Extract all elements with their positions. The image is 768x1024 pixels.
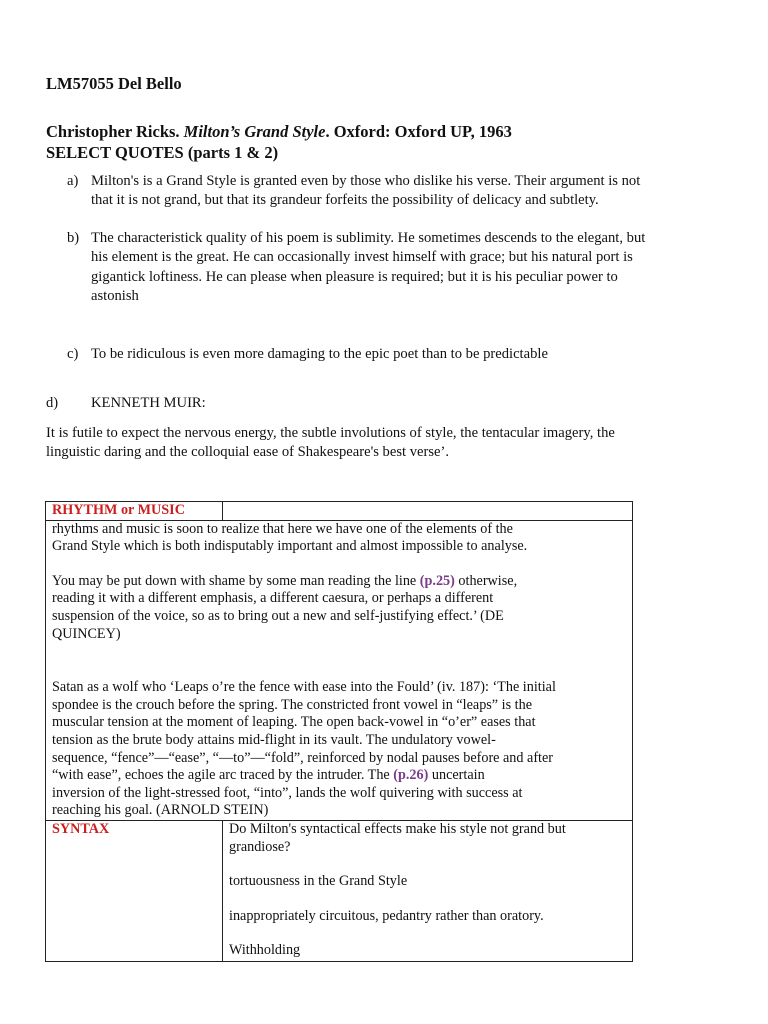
- quote-b-text: [91, 229, 721, 307]
- rhythm-quote-line: “with ease”, echoes the agile arc traced by the intruder. The (p.26) uncertain: [52, 767, 485, 784]
- notes-table: [45, 501, 633, 962]
- rhythm-body-cell: [46, 520, 633, 820]
- page-ref-25: (p.25): [419, 572, 455, 589]
- rhythm-text-line: muscular tension at the moment of leaping. The open back-vowel in “o’er” eases that: [52, 714, 536, 731]
- rhythm-text-line: Satan as a wolf who ‘Leaps o’re the fence with ease into the Fould’ (iv. 187): ‘The initial: [52, 679, 556, 696]
- syntax-text-line: Withholding: [229, 942, 301, 959]
- rhythm-quote-line: You may be put down with shame by some man reading the line (p.25) otherwise,: [52, 572, 518, 589]
- quote-b-label: b): [67, 230, 80, 246]
- rhythm-heading-empty-cell: [223, 502, 633, 521]
- syntax-heading-cell: [46, 820, 223, 961]
- rhythm-text-line: tension as the brute body attains mid-flight in its vault. The undulatory vowel-: [52, 731, 496, 748]
- citation-line: [46, 122, 512, 142]
- rhythm-text-line: rhythms and music is soon to realize that here we have one of the elements of the: [52, 520, 513, 537]
- document-subtitle: SELECT QUOTES (parts 1 & 2): [46, 143, 279, 162]
- rhythm-text-line: Grand Style which is both indisputably important and almost impossible to analyse.: [52, 538, 528, 555]
- rhythm-text-line: inversion of the light-stressed foot, “into”, lands the wolf quivering with success at: [52, 784, 523, 801]
- quote-b-line: gigantick loftiness. He can please when pleasure is required; but it is his peculiar power to: [91, 268, 618, 285]
- quote-a-text: [91, 172, 721, 211]
- rhythm-text-line: suspension of the voice, so as to bring out a new and self-justifying effect.’ (DE: [52, 607, 504, 624]
- syntax-body-cell: [223, 820, 633, 961]
- rhythm-text-line: reading it with a different emphasis, a different caesura, or perhaps a different: [52, 590, 494, 607]
- rhythm-text-line: spondee is the crouch before the spring. The constricted front vowel in “leaps” is the: [52, 696, 532, 713]
- course-code: LM57055 Del Bello: [46, 74, 182, 93]
- muir-quote-line: linguistic daring and the colloquial ease of Shakespeare's best verse’.: [46, 444, 450, 461]
- quote-a-label: a): [67, 173, 79, 189]
- syntax-text-line: inappropriately circuitous, pedantry rather than oratory.: [229, 907, 544, 924]
- syntax-row: [46, 820, 633, 961]
- quote-d-label: d): [46, 395, 59, 411]
- citation-publisher: . Oxford: Oxford UP, 1963: [325, 122, 512, 141]
- rhythm-heading-cell: [46, 502, 223, 521]
- quote-c-label: c): [67, 346, 79, 362]
- muir-quote-line: It is futile to expect the nervous energy, the subtle involutions of style, the tentacular imagery, the: [46, 425, 615, 441]
- rhythm-text-line: QUINCEY): [52, 625, 121, 642]
- rhythm-heading: RHYTHM or MUSIC: [52, 502, 185, 518]
- syntax-text-line: Do Milton's syntactical effects make his style not grand but: [229, 820, 566, 837]
- quote-a-line: that it is not grand, but that its grandeur forfeits the possibility of delicacy and subtlety.: [91, 192, 599, 209]
- syntax-text-line: grandiose?: [229, 838, 291, 855]
- rhythm-text-line: sequence, “fence”—“ease”, “—to”—“fold”, reinforced by nodal pauses before and after: [52, 749, 554, 766]
- quote-d-text: KENNETH MUIR:: [91, 395, 206, 411]
- quote-b-line: his element is the great. He can occasionally invest himself with grace; but his natural port is: [91, 249, 633, 266]
- quote-b-line: The characteristick quality of his poem is sublimity. He sometimes descends to the elegant, but: [91, 230, 646, 246]
- rhythm-heading-row: [46, 502, 633, 521]
- syntax-heading: SYNTAX: [52, 820, 110, 837]
- rhythm-body-row: [46, 520, 633, 820]
- quote-c-text: To be ridiculous is even more damaging to the epic poet than to be predictable: [91, 346, 548, 362]
- citation-author: Christopher Ricks.: [46, 122, 184, 141]
- rhythm-text-line: reaching his goal. (ARNOLD STEIN): [52, 802, 269, 819]
- page-ref-26: (p.26): [393, 767, 429, 784]
- syntax-text-line: tortuousness in the Grand Style: [229, 873, 408, 890]
- muir-quote: [46, 424, 736, 463]
- quote-b-line: astonish: [91, 288, 139, 305]
- quote-a-line: Milton's is a Grand Style is granted even by those who dislike his verse. Their argument is not: [91, 173, 641, 189]
- citation-title: Milton’s Grand Style: [183, 122, 326, 141]
